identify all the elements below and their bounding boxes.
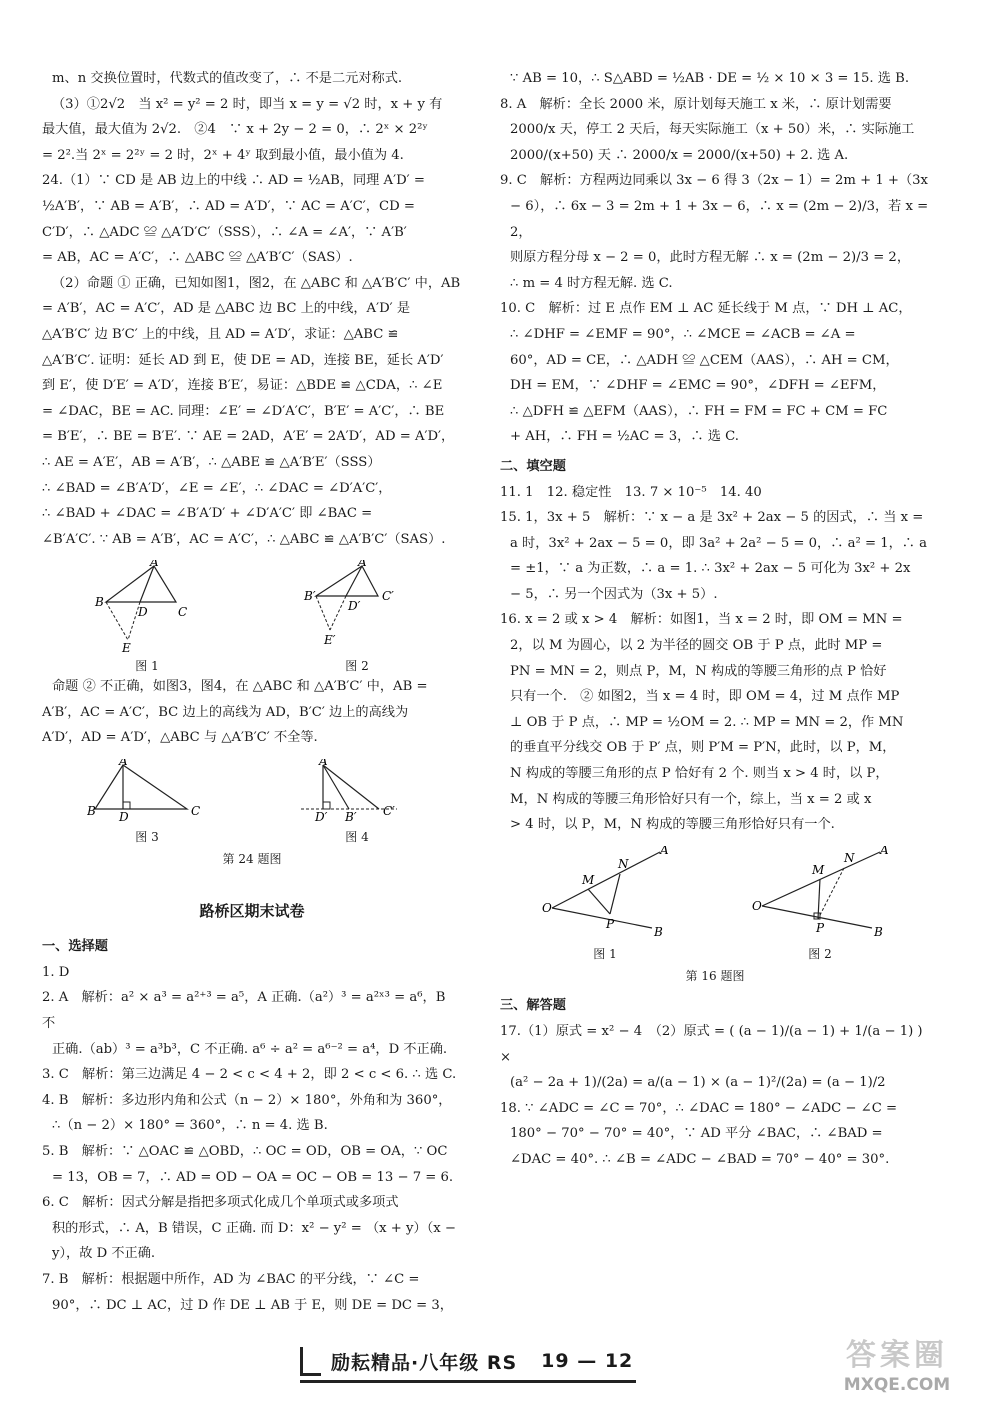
figures-3-4 [42, 759, 462, 845]
left-text-block-2 [42, 674, 462, 751]
text-line: （2）命题 ① 正确，已知如图1，图2，在 △ABC 和 △A′B′C′ 中，AB [52, 275, 461, 291]
right-column [500, 66, 930, 1173]
figures-1-2 [42, 560, 462, 674]
svg-text:D′: D′ [315, 810, 328, 824]
right-text-block-1 [500, 66, 930, 450]
page-footer [300, 1344, 633, 1378]
figure-1 [92, 560, 202, 674]
text-line: C′D′，∴ △ADC ≌ △A′D′C′（SSS），∴ ∠A = ∠A′，∵ A′B′ [42, 224, 407, 240]
text-line: 18. ∵ ∠ADC = ∠C = 70°，∴ ∠DAC = 180° − ∠ADC − ∠C = [500, 1100, 898, 1116]
text-line: 8. A 解析：全长 2000 米，原计划每天施工 x 米，∴ 原计划需要 [500, 96, 892, 112]
text-line: 2. A 解析：a² × a³ = a²⁺³ = a⁵，A 正确.（a²）³ = a²ˣ³ = a⁶，B 不 [42, 990, 446, 1032]
figure-3 [87, 759, 207, 845]
right-text-block-2 [500, 480, 930, 838]
text-line: ∴ ∠BAD = ∠B′A′D′，∠E = ∠E′，∴ ∠DAC = ∠D′A′C′， [42, 480, 392, 496]
text-line: 5. B 解析：∵ △OAC ≌ △OBD，∴ OC = OD，OB = OA，∵ OC [42, 1144, 448, 1159]
text-line: 正确.（ab）³ = a³b³，C 不正确. a⁶ ÷ a² = a⁶⁻² = a⁴，D 不正确. [52, 1041, 448, 1057]
text-line: 2000/(x+50) 天 ∴ 2000/x = 2000/(x+50) + 2. 选 A. [510, 147, 849, 163]
text-line: 命题 ② 不正确，如图3，图4，在 △ABC 和 △A′B′C′ 中，AB = [52, 679, 428, 695]
text-line: ∵ AB = 10，∴ S△ABD = ½AB · DE = ½ × 10 × 3 = 15. 选 B. [510, 71, 910, 86]
footer-brand: 励耘精品·八年级 RS [331, 1351, 518, 1374]
text-line: ∠B′A′C′. ∵ AB = A′B′，AC = A′C′，∴ △ABC ≌ △A′B′C′（SAS）. [42, 531, 446, 547]
figure-16-2 [750, 846, 890, 962]
text-line: 则原方程分母 x − 2 = 0，此时方程无解 ∴ x = (2m − 2)/3 = 2， [510, 250, 911, 266]
svg-text:A: A [880, 845, 889, 857]
text-line: = ∠DAC，BE = AC. 同理：∠E′ = ∠D′A′C′，B′E′ = A′C′，∴ BE [42, 403, 445, 419]
left-text-block-3 [42, 960, 462, 1318]
svg-text:C′: C′ [383, 804, 395, 819]
watermark-url: MXQE.COM [843, 1375, 951, 1395]
svg-text:E′: E′ [324, 633, 336, 648]
text-line: a 时，3x² + 2ax − 5 = 0，即 3a² + 2a² − 5 = 0，∴ a² = 1，∴ a [510, 535, 928, 551]
figure-16-1 [540, 846, 670, 962]
text-line: △A′B′C′ 边 B′C′ 上的中线，且 AD = A′D′，求证：△ABC ≌ [42, 326, 399, 342]
svg-text:M: M [582, 872, 595, 887]
page-number: 19 — 12 [541, 1350, 634, 1372]
text-line: 积的形式，∴ A，B 错误，C 正确. 而 D：x² − y² = （x + y）（x − [52, 1220, 456, 1236]
right-text-block-3 [500, 1019, 930, 1173]
triangle-figure-3 [87, 759, 207, 823]
svg-text:B: B [654, 924, 663, 939]
text-line: ∴ AE = A′E′，AB = A′B′，∴ △ABE ≌ △A′B′E′（SSS） [42, 454, 381, 470]
figure-16-2-caption: 图 2 [808, 946, 832, 961]
text-line: 180° − 70° − 70° = 40°，∵ AD 平分 ∠BAC，∴ ∠BAD = [510, 1126, 883, 1142]
footer-bracket-icon [300, 1347, 321, 1376]
text-line: A′D′，AD = A′D′，△ABC 与 △A′B′C′ 不全等. [42, 730, 318, 746]
text-line: PN = MN = 2，则点 P，M，N 构成的等腰三角形的点 P 恰好 [510, 663, 887, 679]
exam-title: 路桥区期末试卷 [199, 901, 305, 920]
svg-text:A: A [660, 845, 669, 857]
text-line: 2，以 M 为圆心，以 2 为半径的圆交 OB 于 P 点，此时 MP = [510, 638, 883, 654]
svg-text:P: P [606, 916, 615, 931]
text-line: ∴ m = 4 时方程无解. 选 C. [510, 275, 673, 291]
text-line: DH = EM，∵ ∠DHF = ∠EMC = 90°，∠DFH = ∠EFM， [510, 378, 886, 394]
angle-figure-1 [540, 846, 670, 940]
angle-figure-2 [750, 846, 890, 940]
text-line: > 4 时，以 P，M，N 构成的等腰三角形恰好只有一个. [510, 817, 835, 833]
svg-text:B: B [874, 924, 883, 939]
text-line: − 5，∴ 另一个因式为（3x + 5）. [510, 586, 718, 602]
left-text-block-1 [42, 66, 462, 552]
section-heading-choice: 一、选择题 [42, 939, 108, 955]
text-line: = 13，OB = 7，∴ AD = OD − OA = OC − OB = 13 − 7 = 6. [52, 1169, 454, 1185]
text-line: = ±1，∵ a 为正数，∴ a = 1. ∴ 3x² + 2ax − 5 可化为 3x² + 2x [510, 561, 911, 577]
footer-rule [300, 1380, 636, 1383]
svg-text:P: P [816, 920, 825, 935]
svg-text:D: D [138, 605, 148, 620]
text-line: （3）①2√2 当 x² = y² = 2 时，即当 x = y = √2 时，x + y 有 [52, 96, 443, 112]
svg-text:B: B [87, 804, 96, 819]
text-line: 只有一个. ② 如图2，当 x = 4 时，即 OM = 4，过 M 点作 MP [510, 689, 900, 705]
figure-1-caption: 图 1 [135, 659, 159, 674]
svg-text:D′: D′ [348, 599, 361, 614]
text-line: 6. C 解析：因式分解是指把多项式化成几个单项式或多项式 [42, 1195, 399, 1211]
figure-2-caption: 图 2 [345, 659, 369, 674]
text-line: + AH，∴ FH = ½AC = 3，∴ 选 C. [510, 429, 739, 445]
svg-text:O: O [542, 900, 552, 915]
text-line: 到 E′，使 D′E′ = A′D′，连接 B′E′，易证：△BDE ≌ △CDA，∴ ∠E [42, 378, 443, 394]
text-line: A′B′，AC = A′C′，BC 边上的高线为 AD，B′C′ 边上的高线为 [42, 704, 409, 720]
text-line: 4. B 解析：多边形内角和公式（n − 2）× 180°，外角和为 360°， [42, 1092, 452, 1108]
text-line: = A′B′，AC = A′C′，AD 是 △ABC 边 BC 上的中线，A′D′ 是 [42, 301, 411, 317]
text-line: = 2².当 2ˣ = 2²ʸ = 2 时，2ˣ + 4ʸ 取到最小值，最小值为 4. [42, 147, 404, 163]
svg-text:A: A [119, 759, 128, 769]
text-line: m、n 交换位置时，代数式的值改变了，∴ 不是二元对称式. [52, 71, 403, 86]
text-line: ∴ △DFH ≌ △EFM（AAS），∴ FH = FM = FC + CM = FC [510, 403, 888, 419]
figure-16-caption: 第 16 题图 [685, 968, 745, 983]
figure-24-caption: 第 24 题图 [222, 852, 282, 867]
svg-text:N: N [844, 850, 855, 865]
text-line: △A′B′C′. 证明：延长 AD 到 E，使 DE = AD，连接 BE，延长 A′D′ [42, 352, 444, 368]
watermark [812, 1338, 982, 1402]
text-line: 90°，∴ DC ⊥ AC，过 D 作 DE ⊥ AB 于 E，则 DE = DC = 3， [52, 1297, 453, 1313]
svg-text:C: C [178, 605, 188, 620]
text-line: 60°，AD = CE，∴ △ADH ≌ △CEM（AAS），∴ AH = CM， [510, 352, 899, 368]
text-line: ∠DAC = 40°. ∴ ∠B = ∠ADC − ∠BAD = 70° − 40° = 30°. [510, 1151, 890, 1167]
svg-text:B′: B′ [304, 589, 316, 604]
svg-text:A: A [150, 560, 159, 570]
svg-text:A′: A′ [358, 560, 370, 570]
text-line: N 构成的等腰三角形的点 P 恰好有 2 个. 则当 x > 4 时，以 P， [510, 766, 889, 782]
triangle-figure-4 [297, 759, 417, 823]
svg-text:N: N [618, 856, 629, 871]
text-line: (a² − 2a + 1)/(2a) = a/(a − 1) × (a − 1)²/(2a) = (a − 1)/2 [510, 1075, 886, 1091]
text-line: = AB，AC = A′C′，∴ △ABC ≌ △A′B′C′（SAS）. [42, 250, 353, 266]
triangle-figure-1 [92, 560, 202, 652]
text-line: ⊥ OB 于 P 点，∴ MP = ½OM = 2. ∴ MP = MN = 2，作 MN [510, 714, 904, 730]
svg-text:B′: B′ [345, 810, 357, 824]
watermark-title: 答案圈 [846, 1338, 948, 1373]
text-line: = B′E′，∴ BE = B′E′. ∵ AE = 2AD，A′E′ = 2A′D′，AD = A′D′， [42, 429, 455, 445]
svg-text:B: B [95, 595, 104, 610]
left-column [42, 66, 462, 1318]
svg-text:A′: A′ [319, 759, 331, 769]
svg-text:C′: C′ [382, 589, 394, 604]
text-line: 的垂直平分线交 OB 于 P′ 点，则 P′M = P′N，此时，以 P，M， [510, 740, 896, 756]
text-line: ∴ ∠DHF = ∠EMF = 90°，∴ ∠MCE = ∠ACB = ∠A = [510, 326, 856, 342]
text-line: M，N 构成的等腰三角形恰好只有一个，综上，当 x = 2 或 x [510, 791, 872, 807]
text-line: 9. C 解析：方程两边同乘以 3x − 6 得 3（2x − 1）= 2m + 1 +（3x [500, 173, 928, 189]
text-line: 16. x = 2 或 x > 4 解析：如图1，当 x = 2 时，即 OM = MN = [500, 612, 903, 628]
svg-text:O: O [752, 898, 762, 913]
figures-16 [500, 846, 930, 962]
svg-text:M: M [812, 862, 825, 877]
svg-text:E: E [122, 641, 131, 653]
text-line: 最大值，最大值为 2√2. ②4 ∵ x + 2y − 2 = 0，∴ 2ˣ × 2²ʸ [42, 122, 428, 138]
figure-3-caption: 图 3 [135, 830, 159, 845]
text-line: 11. 1 12. 稳定性 13. 7 × 10⁻⁵ 14. 40 [500, 484, 762, 500]
figure-2 [302, 560, 412, 674]
text-line: 24.（1）∵ CD 是 AB 边上的中线 ∴ AD = ½AB，同理 A′D′ = [42, 173, 425, 189]
text-line: ½A′B′，∵ AB = A′B′，∴ AD = A′D′，∵ AC = A′C′，CD = [42, 198, 415, 214]
text-line: y），故 D 不正确. [52, 1246, 156, 1262]
figure-4-caption: 图 4 [345, 830, 369, 845]
figure-4 [297, 759, 417, 845]
text-line: 3. C 解析：第三边满足 4 − 2 < c < 4 + 2，即 2 < c < 6. ∴ 选 C. [42, 1067, 457, 1083]
svg-text:D: D [119, 810, 129, 824]
text-line: ∴（n − 2）× 180° = 360°，∴ n = 4. 选 B. [52, 1118, 328, 1134]
text-line: 17.（1）原式 = x² − 4 （2）原式 = ( (a − 1)/(a − 1) + 1/(a − 1) ) × [500, 1024, 923, 1065]
text-line: − 6），∴ 6x − 3 = 2m + 1 + 3x − 6，∴ x = (2m − 2)/3，若 x = 2， [510, 198, 929, 240]
text-line: 15. 1，3x + 5 解析：∵ x − a 是 3x² + 2ax − 5 的因式，∴ 当 x = [500, 510, 924, 526]
text-line: 7. B 解析：根据题中所作，AD 为 ∠BAC 的平分线，∵ ∠C = [42, 1271, 420, 1287]
figure-16-1-caption: 图 1 [593, 946, 617, 961]
svg-text:C: C [191, 804, 201, 819]
text-line: 2000/x 天，停工 2 天后，每天实际施工（x + 50）米，∴ 实际施工 [510, 122, 915, 138]
section-heading-solve: 三、解答题 [500, 998, 566, 1014]
section-heading-fill: 二、填空题 [500, 458, 566, 474]
triangle-figure-2 [302, 560, 412, 652]
text-line: 1. D [42, 964, 70, 980]
text-line: ∴ ∠BAD + ∠DAC = ∠B′A′D′ + ∠D′A′C′ 即 ∠BAC = [42, 506, 373, 522]
text-line: 10. C 解析：过 E 点作 EM ⊥ AC 延长线于 M 点，∵ DH ⊥ AC， [500, 301, 912, 317]
